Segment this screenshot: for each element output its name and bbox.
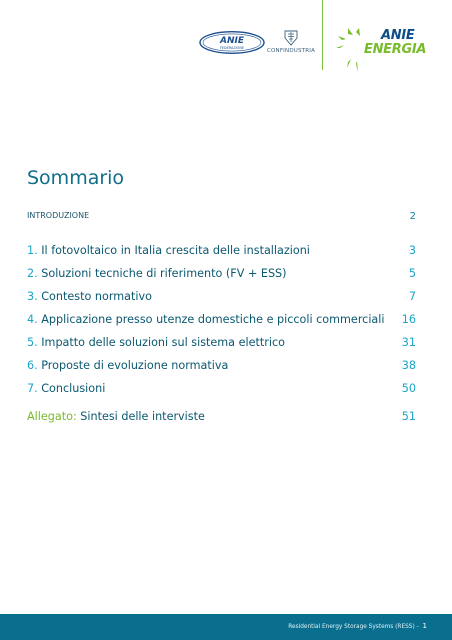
toc-item[interactable] (27, 359, 416, 382)
anie-federazione-subtitle: FEDERAZIONE (219, 46, 245, 50)
confindustria-label: CONFINDUSTRIA (266, 48, 316, 54)
confindustria-logo (266, 28, 316, 58)
toc-item-page: 50 (401, 382, 416, 395)
anie-federazione-logo (199, 31, 265, 54)
appendix-prefix: Allegato: (27, 410, 77, 423)
page-footer (0, 614, 452, 640)
toc-item-number: 2. (27, 267, 38, 280)
toc-item-text: Conclusioni (41, 382, 106, 395)
confindustria-eagle-icon (282, 28, 300, 46)
toc-item-number: 5. (27, 336, 38, 349)
toc-item[interactable] (27, 290, 416, 313)
toc-item-number: 7. (27, 382, 38, 395)
table-of-contents (27, 244, 416, 405)
toc-item-page: 7 (408, 290, 416, 303)
toc-item-text: Il fotovoltaico in Italia crescita delle installazioni (41, 244, 310, 257)
toc-item-number: 1. (27, 244, 38, 257)
toc-item[interactable] (27, 267, 416, 290)
toc-item-number: 3. (27, 290, 38, 303)
toc-item-number: 6. (27, 359, 38, 372)
toc-item-page: 31 (401, 336, 416, 349)
anie-energia-line1: ANIE (381, 28, 415, 43)
toc-item-page: 5 (408, 267, 416, 280)
toc-intro-label: INTRODUZIONE (27, 211, 90, 220)
toc-intro-page: 2 (409, 211, 416, 222)
toc-item-text: Soluzioni tecniche di riferimento (FV + ESS) (41, 267, 287, 280)
anie-federazione-name: ANIE (220, 36, 244, 46)
toc-item[interactable] (27, 382, 416, 405)
appendix-text: Sintesi delle interviste (80, 410, 205, 423)
toc-item-text: Contesto normativo (41, 290, 152, 303)
footer-separator: - (416, 624, 419, 630)
toc-item-page: 3 (408, 244, 416, 257)
toc-item-number: 4. (27, 313, 38, 326)
toc-item-text: Impatto delle soluzioni sul sistema elettrico (41, 336, 285, 349)
page-title: Sommario (27, 167, 125, 189)
footer-text (288, 622, 427, 630)
toc-item[interactable] (27, 244, 416, 267)
toc-item-text: Applicazione presso utenze domestiche e piccoli commerciali (41, 313, 385, 326)
anie-energia-line2: ENERGIA (364, 42, 427, 57)
page-header (0, 0, 452, 90)
anie-energia-logo (336, 26, 427, 74)
toc-item-text: Proposte di evoluzione normativa (41, 359, 229, 372)
toc-item-page: 16 (401, 313, 416, 326)
toc-intro-row[interactable] (27, 211, 416, 223)
footer-title: Residential Energy Storage Systems (RESS) (288, 624, 415, 630)
toc-item-page: 38 (401, 359, 416, 372)
toc-item[interactable] (27, 313, 416, 336)
header-divider (322, 0, 323, 70)
appendix-page: 51 (401, 410, 416, 423)
toc-appendix[interactable] (27, 410, 416, 426)
footer-page-number: 1 (422, 622, 427, 630)
toc-item[interactable] (27, 336, 416, 359)
